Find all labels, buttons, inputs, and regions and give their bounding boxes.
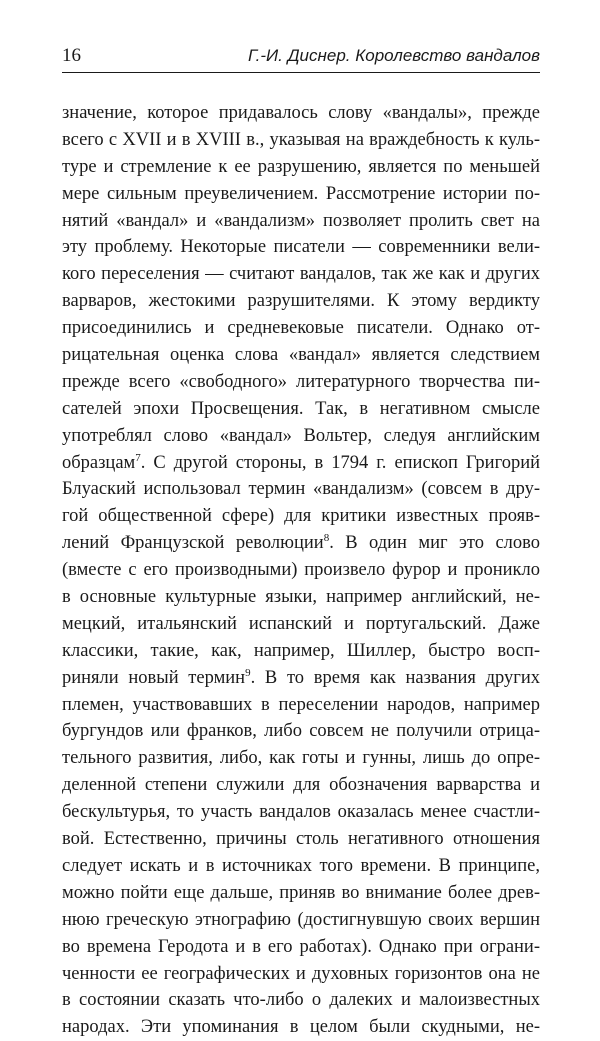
text-line: сателей эпохи Просвещения. Так, в негативном смысле [62, 398, 540, 419]
text-line: мере сильным преувеличением. Рассмотрение истории по- [62, 183, 540, 204]
running-head [62, 44, 540, 70]
text-line: (вместе с его производными) произвело фурор и проникло [62, 560, 540, 581]
page-number: 16 [62, 45, 81, 66]
text-line: гой общественной сфере) для критики известных прояв- [62, 506, 540, 527]
text-line: нюю греческую этнографию (достигнувшую своих вершин [62, 909, 540, 930]
text-line: во времена Геродота и в его работах). Однако при ограни- [62, 936, 540, 957]
footnote-ref-9[interactable]: 9 [245, 666, 251, 679]
header-rule [62, 72, 540, 73]
text-line: мецкий, итальянский испанский и португальский. Даже [62, 613, 540, 634]
text-line: классики, такие, как, например, Шиллер, быстро восп- [62, 640, 540, 661]
text-line: следует искать и в источниках того времени. В принципе, [62, 855, 540, 876]
line-head: образцам [62, 452, 136, 473]
line-head: риняли новый термин [62, 667, 246, 688]
text-line: в состоянии сказать что-либо о далеких и малоизвестных [62, 990, 540, 1011]
line-tail: . В то время как названия других [250, 667, 541, 688]
text-line: варваров, жестокими разрушителями. К этому вердикту [62, 291, 540, 312]
text-line: прежде всего «свободного» литературного творчества пи- [62, 371, 540, 392]
text-line: в основные культурные языки, например английский, не- [62, 587, 540, 608]
text-line: туре и стремление к ее разрушению, является по меньшей [62, 156, 540, 177]
line-tail: . В один миг это слово [329, 533, 540, 554]
text-line: Блуаский использовал термин «вандализм» (совсем в дру- [62, 479, 540, 500]
text-line: ченности ее географических и духовных горизонтов она не [62, 963, 540, 984]
text-line: племен, участвовавших в переселении народов, например [62, 694, 540, 715]
text-line-with-footnote [62, 450, 540, 477]
text-line: кого переселения — считают вандалов, так же как и других [62, 264, 540, 285]
footnote-ref-8[interactable]: 8 [323, 532, 330, 545]
text-line: нятий «вандал» и «вандализм» позволяет пролить свет на [62, 210, 540, 231]
text-line: вой. Естественно, причины столь негативного отношения [62, 829, 540, 850]
text-line: присоединились и средневековые писатели. Однако от- [62, 318, 540, 339]
text-line: тельного развития, либо, как готы и гунны, лишь до опре- [62, 748, 540, 769]
text-line: эту проблему. Некоторые писатели — современники вели- [62, 237, 540, 258]
text-line: употреблял слово «вандал» Вольтер, следуя английским [62, 425, 540, 446]
running-title: Г.-И. Диснер. Королевство вандалов [248, 46, 540, 65]
text-line: бургундов или франков, либо совсем не получили отрица- [62, 721, 540, 742]
footnote-ref-7[interactable]: 7 [135, 451, 141, 464]
text-line-with-footnote [62, 530, 540, 557]
line-head: лений Французской революции [62, 533, 324, 554]
text-line: деленной степени служили для обозначения варварства и [62, 775, 540, 796]
text-line: рицательная оценка слова «вандал» является следствием [62, 345, 540, 366]
body-text [62, 100, 540, 1041]
text-line: бескультурья, то участь вандалов оказалась менее счастли- [62, 802, 540, 823]
text-line: всего с XVII и в XVIII в., указывая на враждебность к куль- [62, 129, 540, 150]
text-line: народах. Эти упоминания в целом были скудными, не- [62, 1017, 540, 1038]
line-tail: . С другой стороны, в 1794 г. епископ Григорий [140, 452, 540, 473]
text-line: можно пойти еще дальше, приняв во внимание более древ- [62, 882, 540, 903]
text-line-with-footnote [62, 665, 540, 692]
text-line: значение, которое придавалось слову «вандалы», прежде [62, 103, 540, 123]
